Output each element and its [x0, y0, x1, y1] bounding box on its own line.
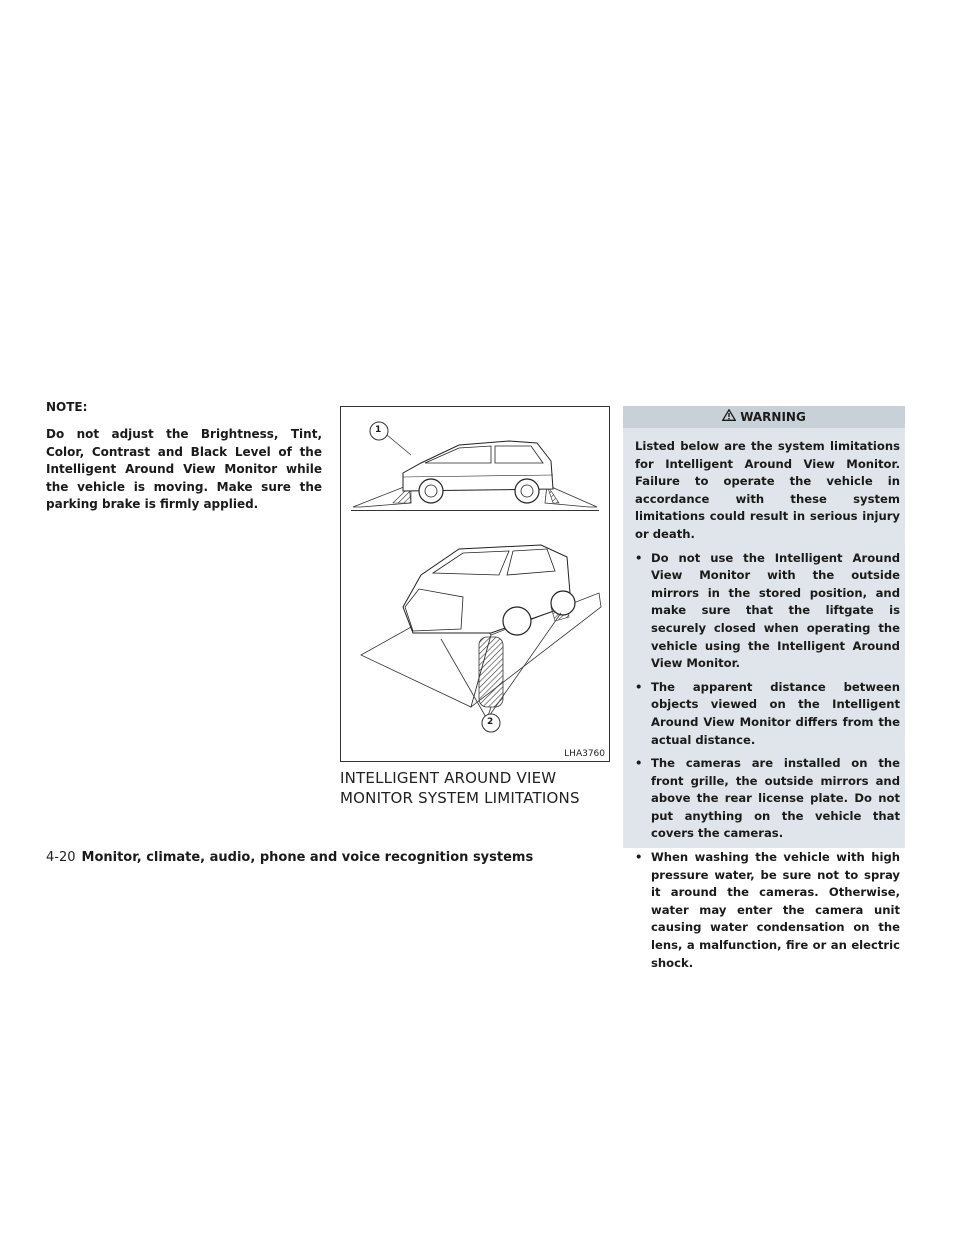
footer-section-title: Monitor, climate, audio, phone and voice recognition systems	[81, 850, 534, 865]
figure-code: LHA3760	[564, 749, 605, 759]
callout-2-label: 2	[487, 717, 494, 727]
bullet: •	[635, 550, 643, 565]
warning-title: WARNING	[740, 410, 806, 424]
warning-intro: Listed below are the system limitations for Intelligent Around View Monitor. Failure to operate the vehicle in accordance with these system limitations could result in serious injury or death.	[635, 439, 900, 541]
warning-triangle-icon	[722, 409, 736, 425]
bullet: •	[635, 850, 643, 865]
warning-box	[623, 406, 905, 970]
warning-item: • The cameras are installed on the front grille, the outside mirrors and above the rear license plate. Do not put anything on the vehicle that covers the cameras.	[635, 756, 900, 841]
warning-item: • Do not use the Intelligent Around View Monitor with the outside mirrors in the stored position, and make sure that the liftgate is securely closed when operating the vehicle using the Intelligent Around View Monitor.	[635, 550, 900, 671]
note-text: Do not adjust the Brightness, Tint, Color, Contrast and Black Level of the Intelligent Around View Monitor while the vehicle is moving. Make sure the parking brake is firmly applied.	[46, 427, 322, 512]
vehicle-camera-illustration	[340, 406, 610, 762]
callout-1-label: 1	[375, 425, 382, 435]
page-number: 4-20	[46, 850, 76, 865]
vehicle-line-drawing	[341, 407, 609, 761]
warning-item: • The apparent distance between objects viewed on the Intelligent Around View Monitor differs from the actual distance.	[635, 679, 900, 747]
page-footer	[46, 850, 533, 865]
note-block	[46, 400, 322, 514]
note-heading: NOTE:	[46, 400, 88, 414]
warning-header	[623, 406, 905, 428]
warning-list	[635, 550, 900, 973]
section-title: INTELLIGENT AROUND VIEW MONITOR SYSTEM LIMITATIONS	[340, 769, 580, 807]
bullet: •	[635, 756, 643, 771]
warning-item: • When washing the vehicle with high pressure water, be sure not to spray it around the cameras. Otherwise, water may enter the camera unit causing water condensation on the lens, a malfunction, fire or an electric shock.	[635, 850, 900, 970]
figure-divider	[351, 510, 599, 511]
bullet: •	[635, 679, 643, 694]
